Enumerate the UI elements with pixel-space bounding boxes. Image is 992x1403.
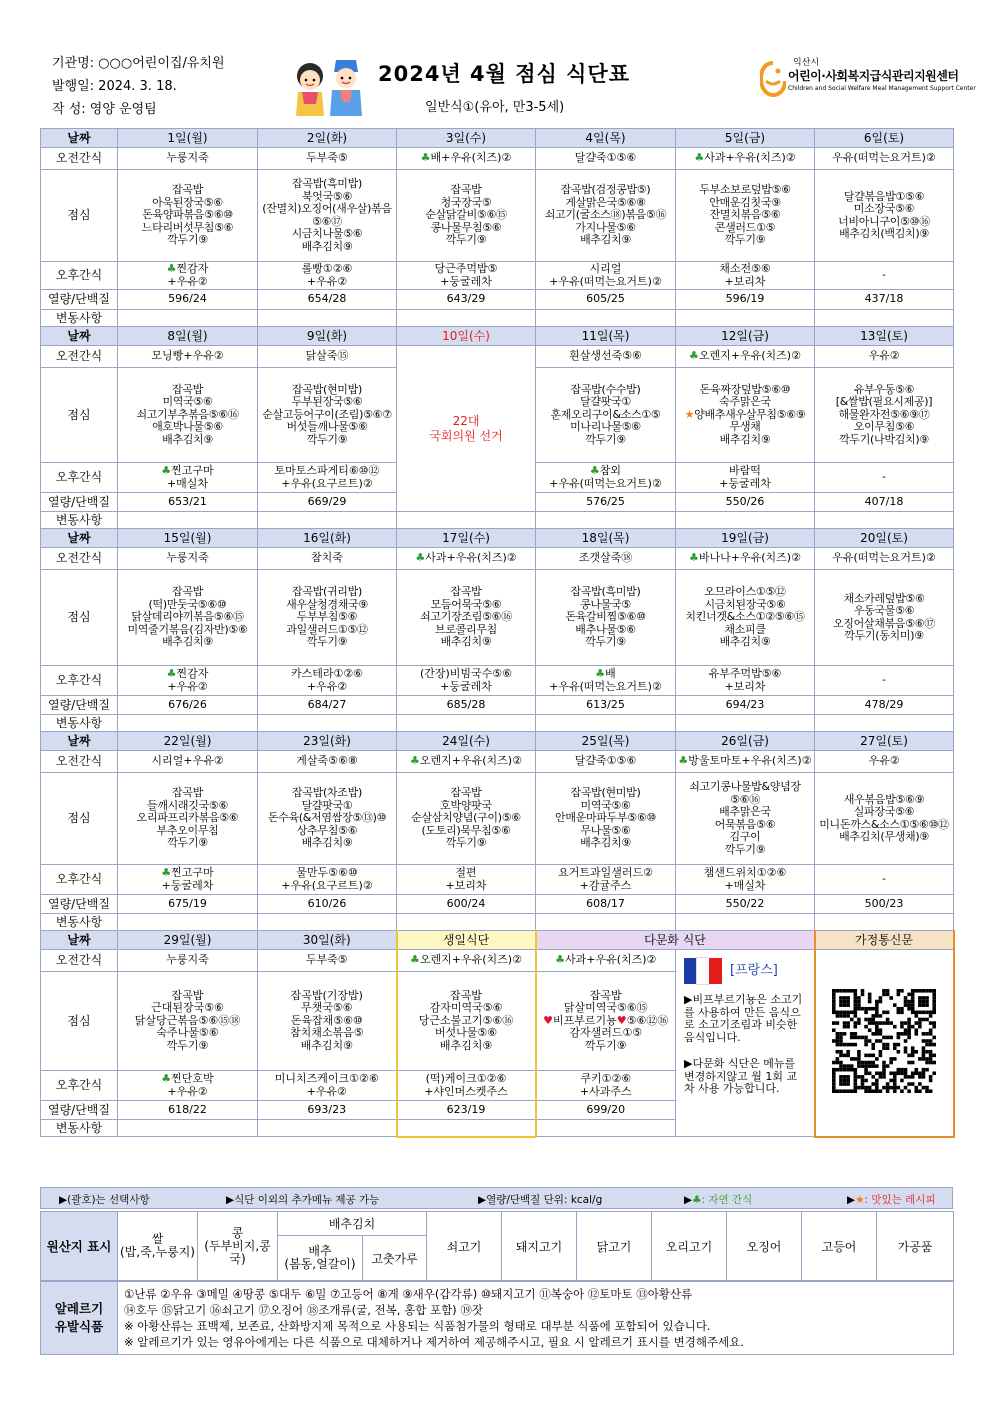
- week5-morning-row: [41, 950, 954, 972]
- calorie-cell: 550/22: [676, 895, 815, 914]
- flag-stripe-blue: [684, 958, 697, 984]
- morning-cell: ♣오렌지+우유(치즈)②: [397, 751, 536, 773]
- morning-cell: 달걀죽①⑤⑥: [536, 148, 676, 170]
- week4-changes-row: [41, 914, 954, 931]
- afternoon-cell: 챔샌드위치①②⑥ +매실차: [676, 865, 815, 895]
- morning-cell: 우유②: [815, 751, 954, 773]
- changes-cell: [258, 310, 397, 327]
- birthday-morning-cell: ♣오렌지+우유(치즈)②: [397, 950, 536, 972]
- lunch-cell: 두부소보로덮밥⑤⑥ 안매운김칫국⑨ 잔멸치볶음⑤⑥ 콘샐러드①⑤ 깍두기⑨: [676, 170, 815, 262]
- calorie-cell: 613/25: [536, 696, 676, 715]
- day-header: 10일(수): [397, 327, 536, 346]
- allergy-table: [40, 1281, 954, 1355]
- allergy-list-1: ①난류 ②우유 ③메밀 ④땅콩 ⑤대두 ⑥밀 ⑦고등어 ⑧게 ⑨새우(갑각류) ⑩돼지고기 ⑪복숭아 ⑫토마토 ⑬아황산류: [124, 1287, 693, 1301]
- afternoon-cell: -: [815, 463, 954, 493]
- allergy-list-2: ⑭호두 ⑮닭고기 ⑯쇠고기 ⑰오징어 ⑱조개류(굴, 전복, 홍합 포함) ⑲잣: [124, 1303, 483, 1317]
- afternoon-cell: -: [815, 666, 954, 696]
- origin-chicken: 닭고기: [577, 1212, 652, 1281]
- week4-calorie-row: [41, 895, 954, 914]
- changes-cell: [815, 914, 954, 931]
- row-label-calorie: 열량/단백질: [41, 1101, 118, 1120]
- changes-cell: [676, 512, 815, 529]
- afternoon-cell: ♣찐감자 +우유②: [118, 262, 258, 290]
- lunch-cell: 잡곡밥(현미밥) 두부된장국⑤⑥ 순살고등어구이(조림)⑤⑥⑦ 버섯들깨나물⑤⑥ 깍두기⑨: [258, 368, 397, 463]
- multicultural-lunch-cell: 잡곡밥 닭살미역국⑤⑥⑮ ♥비프부르기뇽♥⑤⑥⑫⑯ 감자샐러드①⑤ 깍두기⑨: [536, 972, 676, 1071]
- afternoon-cell: 당근주먹밥⑤ +둥굴레차: [397, 262, 536, 290]
- morning-cell: 닭살죽⑮: [258, 346, 397, 368]
- calorie-cell: 653/21: [118, 493, 258, 512]
- origin-squid: 오징어: [727, 1212, 802, 1281]
- changes-cell: [536, 914, 676, 931]
- legend-natural-snack-text: : 자연 간식: [701, 1194, 753, 1206]
- row-label-afternoon: 오후간식: [41, 1071, 118, 1101]
- changes-cell: [536, 310, 676, 327]
- logo-english-name: Children and Social Welfare Meal Management Support Center: [788, 85, 976, 92]
- author-label: 작 성: 영양 운영팀: [52, 102, 157, 117]
- row-label-changes: 변동사항: [41, 310, 118, 327]
- lunch-cell: 잡곡밥(수수밥) 달걀팟국① 훈제오리구이&소스①⑤ 미나리나물⑤⑥ 깍두기⑨: [536, 368, 676, 463]
- row-label-date: 날짜: [41, 732, 118, 751]
- row-label-afternoon: 오후간식: [41, 262, 118, 290]
- legend-natural-snack: [684, 1192, 752, 1207]
- clover-icon: ♣: [161, 1072, 172, 1085]
- changes-cell: [118, 914, 258, 931]
- changes-cell: [258, 1120, 397, 1137]
- clover-icon: ♣: [410, 953, 420, 967]
- changes-cell: [676, 310, 815, 327]
- newsletter-header: 가정통신문: [815, 931, 954, 950]
- morning-cell: ♣방울토마토+우유(치즈)②: [676, 751, 815, 773]
- row-label-morning: 오전간식: [41, 148, 118, 170]
- day-header: 16일(화): [258, 529, 397, 548]
- morning-cell: 참치죽: [258, 548, 397, 570]
- row-label-afternoon: 오후간식: [41, 666, 118, 696]
- menu-table-body: [41, 129, 954, 1137]
- changes-cell: [676, 715, 815, 732]
- lunch-cell: 잡곡밥(현미밥) 미역국⑤⑥ 안매운마파두부⑤⑥⑩ 무나물⑤⑥ 배추김치⑨: [536, 773, 676, 865]
- lunch-cell: 잡곡밥 호박양팟국 순살삼치양념(구이)⑤⑥ (도토리)묵무침⑤⑥ 깍두기⑨: [397, 773, 536, 865]
- changes-cell: [258, 512, 397, 529]
- changes-cell: [258, 715, 397, 732]
- changes-cell: [536, 715, 676, 732]
- lunch-cell: 돈육짜장덮밥⑤⑥⑩ 숙주맑은국 ★양배추새우살무침⑤⑥⑨ 무생채 배추김치⑨: [676, 368, 815, 463]
- clover-icon: ♣: [410, 754, 420, 768]
- row-label-morning: 오전간식: [41, 950, 118, 972]
- afternoon-cell: 유부주먹밥⑤⑥ +보리차: [676, 666, 815, 696]
- clover-icon: ♣: [166, 262, 177, 275]
- star-icon: ★: [855, 1194, 865, 1206]
- heart-icon: ♥: [616, 1013, 627, 1027]
- week2-date-row: [41, 327, 954, 346]
- week4-lunch-row: [41, 773, 954, 865]
- multicultural-calorie-cell: 699/20: [536, 1101, 676, 1120]
- row-label-lunch: 점심: [41, 170, 118, 262]
- row-label-lunch: 점심: [41, 773, 118, 865]
- france-info: [676, 950, 815, 1137]
- day-header: 22일(월): [118, 732, 258, 751]
- row-label-date: 날짜: [41, 129, 118, 148]
- legend-arrow: ▶: [847, 1194, 856, 1206]
- clover-icon: ♣: [595, 667, 606, 680]
- lunch-cell: 잡곡밥 미역국⑤⑥ 쇠고기부추볶음⑤⑥⑯ 애호박나물⑤⑥ 배추김치⑨: [118, 368, 258, 463]
- week1-changes-row: [41, 310, 954, 327]
- lunch-cell: 잡곡밥(검정콩밥⑤) 게살맑은국⑤⑥⑧ 쇠고기(굴소스⑱)볶음⑤⑯ 가지나물⑤⑥ 배추김치⑨: [536, 170, 676, 262]
- origin-bean: 콩 (두부비지,콩국): [198, 1212, 278, 1281]
- afternoon-cell: 미니치즈케이크①②⑥ +우유②: [258, 1071, 397, 1101]
- calorie-cell: 605/25: [536, 290, 676, 310]
- week5-date-row: [41, 931, 954, 950]
- afternoon-cell: ♣찐고구마 +매실차: [118, 463, 258, 493]
- morning-cell: 두부죽⑤: [258, 950, 397, 972]
- page-subtitle: 일반식①(유아, 만3-5세): [425, 100, 565, 115]
- france-label: [프랑스]: [730, 962, 778, 978]
- origin-rice: 쌀 (밥,죽,누룽지): [118, 1212, 198, 1281]
- row-label-afternoon: 오후간식: [41, 463, 118, 493]
- birthday-menu-header: 생일식단: [397, 931, 536, 950]
- week3-lunch-row: [41, 570, 954, 666]
- flag-stripe-red: [709, 958, 722, 984]
- calorie-cell: 693/23: [258, 1101, 397, 1120]
- lunch-cell: 유부우동⑤⑥ [&쌀밥(필요시제공)] 해물완자전⑤⑥⑨⑰ 오이무침⑤⑥ 깍두기(나박김치)⑨: [815, 368, 954, 463]
- origin-processed: 가공품: [877, 1212, 954, 1281]
- lunch-cell: 쇠고기콩나물밥&양념장⑤⑥⑯ 배추맑은국 어묵볶음⑤⑥ 김구이 깍두기⑨: [676, 773, 815, 865]
- week1-morning-row: [41, 148, 954, 170]
- heart-icon: ♥: [543, 1013, 553, 1027]
- changes-cell: [815, 715, 954, 732]
- logo-city: 익산시: [793, 58, 820, 68]
- calorie-cell: 500/23: [815, 895, 954, 914]
- origin-table: [40, 1211, 954, 1281]
- lunch-cell: 잡곡밥 근대된장국⑤⑥ 닭살당근볶음⑤⑥⑮⑱ 숙주나물⑤⑥ 깍두기⑨: [118, 972, 258, 1071]
- morning-cell: 달걀죽①⑤⑥: [536, 751, 676, 773]
- row-label-calorie: 열량/단백질: [41, 290, 118, 310]
- morning-cell: 두부죽⑤: [258, 148, 397, 170]
- day-header: 6일(토): [815, 129, 954, 148]
- france-flag-icon: [684, 958, 722, 984]
- row-label-changes: 변동사항: [41, 914, 118, 931]
- origin-label: 원산지 표시: [41, 1212, 118, 1281]
- calorie-cell: 685/28: [397, 696, 536, 715]
- afternoon-cell: ♣배 +우유(떠먹는요거트)②: [536, 666, 676, 696]
- changes-cell: [397, 1120, 536, 1137]
- logo-name: 어린이·사회복지급식관리지원센터: [788, 69, 959, 83]
- calorie-cell: 550/26: [676, 493, 815, 512]
- morning-cell: 조갯살죽⑱: [536, 548, 676, 570]
- afternoon-cell: ♣참외 +우유(떠먹는요거트)②: [536, 463, 676, 493]
- star-icon: ★: [684, 407, 695, 421]
- calorie-cell: 608/17: [536, 895, 676, 914]
- calorie-cell: 654/28: [258, 290, 397, 310]
- changes-cell: [536, 512, 676, 529]
- birthday-afternoon-cell: (떡)케이크①②⑥ +샤인머스켓주스: [397, 1071, 536, 1101]
- multicultural-note: ▶다문화 식단은 메뉴를 변경하지않고 월 1회 교차 사용 가능합니다.: [684, 1057, 798, 1095]
- afternoon-cell: ♣찐고구마 +둥굴레차: [118, 865, 258, 895]
- calorie-cell: 437/18: [815, 290, 954, 310]
- morning-cell: 우유(떠먹는요거트)②: [815, 548, 954, 570]
- row-label-calorie: 열량/단백질: [41, 895, 118, 914]
- calorie-cell: 676/26: [118, 696, 258, 715]
- calorie-cell: 600/24: [397, 895, 536, 914]
- afternoon-cell: -: [815, 262, 954, 290]
- morning-cell: 우유②: [815, 346, 954, 368]
- lunch-cell: 잡곡밥(차조밥) 달걀팟국① 돈수육(&저염쌈장⑤⑬)⑩ 상추무침⑤⑥ 배추김치⑨: [258, 773, 397, 865]
- day-header: 24일(수): [397, 732, 536, 751]
- day-header: 23일(화): [258, 732, 397, 751]
- day-header: 29일(월): [118, 931, 258, 950]
- day-header: 12일(금): [676, 327, 815, 346]
- week3-date-row: [41, 529, 954, 548]
- day-header: 18일(목): [536, 529, 676, 548]
- day-header: 27일(토): [815, 732, 954, 751]
- origin-chili: 고춧가루: [363, 1236, 427, 1281]
- afternoon-cell: ♣찐감자 +우유②: [118, 666, 258, 696]
- afternoon-cell: 절편 +보리차: [397, 865, 536, 895]
- morning-cell: ♣사과+우유(치즈)②: [397, 548, 536, 570]
- morning-cell: ♣배+우유(치즈)②: [397, 148, 536, 170]
- center-logo: [760, 55, 976, 105]
- flag-stripe-white: [697, 958, 710, 984]
- lunch-cell: 잡곡밥 (떡)만둣국⑤⑥⑩ 닭살데리야끼볶음⑤⑥⑮ 미역줄기볶음(김자반)⑤⑥ 배추김치⑨: [118, 570, 258, 666]
- calorie-cell: 618/22: [118, 1101, 258, 1120]
- clover-icon: ♣: [161, 866, 172, 879]
- week3-afternoon-row: [41, 666, 954, 696]
- lunch-cell: 잡곡밥(기장밥) 무챗국⑤⑥ 돈육잡채⑤⑥⑩ 참치채소볶음⑤ 배추김치⑨: [258, 972, 397, 1071]
- clover-icon: ♣: [166, 667, 177, 680]
- lunch-cell: 잡곡밥(귀리밥) 새우살청경채국⑨ 두부부침⑤⑥ 과일샐러드①⑤⑫ 깍두기⑨: [258, 570, 397, 666]
- center-logo-icon: [760, 61, 786, 97]
- afternoon-cell: 롤빵①②⑥ +우유②: [258, 262, 397, 290]
- clover-icon: ♣: [555, 953, 565, 967]
- row-label-changes: 변동사항: [41, 1120, 118, 1137]
- calorie-cell: 596/24: [118, 290, 258, 310]
- morning-cell: 누룽지죽: [118, 148, 258, 170]
- calorie-cell: 610/26: [258, 895, 397, 914]
- row-label-calorie: 열량/단백질: [41, 493, 118, 512]
- calorie-cell: 694/23: [676, 696, 815, 715]
- allergy-note-1: ※ 아황산류는 표백제, 보존료, 산화방지제 목적으로 사용되는 식품첨가물의 형태로 대부분 식품에 포함되어 있습니다.: [124, 1319, 711, 1333]
- changes-cell: [258, 914, 397, 931]
- holiday-note: 22대 국회의원 선거: [397, 346, 536, 512]
- changes-cell: [397, 512, 536, 529]
- changes-cell: [536, 1120, 676, 1137]
- row-label-changes: 변동사항: [41, 512, 118, 529]
- day-header: 19일(금): [676, 529, 815, 548]
- day-header: 3일(수): [397, 129, 536, 148]
- changes-cell: [397, 310, 536, 327]
- calorie-cell: 596/19: [676, 290, 815, 310]
- row-label-calorie: 열량/단백질: [41, 696, 118, 715]
- week1-date-row: [41, 129, 954, 148]
- row-label-lunch: 점심: [41, 972, 118, 1071]
- afternoon-cell: 토마토스파게티⑥⑩⑫ +우유(요구르트)②: [258, 463, 397, 493]
- row-label-morning: 오전간식: [41, 346, 118, 368]
- legend-recipe: [847, 1192, 936, 1207]
- morning-cell: ♣오렌지+우유(치즈)②: [676, 346, 815, 368]
- row-label-changes: 변동사항: [41, 715, 118, 732]
- calorie-cell: 684/27: [258, 696, 397, 715]
- children-mascot-icon: [288, 54, 368, 118]
- changes-cell: [676, 914, 815, 931]
- legend-extra-menu: ▶식단 이외의 추가메뉴 제공 가능: [226, 1194, 380, 1206]
- multicultural-afternoon-cell: 쿠키①②⑥ +사과주스: [536, 1071, 676, 1101]
- morning-cell: ♣바나나+우유(치즈)②: [676, 548, 815, 570]
- morning-cell: 누룽지죽: [118, 950, 258, 972]
- clover-icon: ♣: [689, 349, 699, 363]
- clover-icon: ♣: [689, 551, 699, 565]
- legend-recipe-text: : 맛있는 레시피: [864, 1194, 936, 1206]
- day-header: 17일(수): [397, 529, 536, 548]
- legend-arrow: ▶: [684, 1194, 693, 1206]
- row-label-date: 날짜: [41, 327, 118, 346]
- allergy-note-2: ※ 알레르기가 있는 영유아에게는 다른 식품으로 대체하거나 제거하여 제공해주시고, 필요 시 알레르기 표시를 변경해주세요.: [124, 1335, 744, 1349]
- legend-bar: [40, 1187, 953, 1209]
- morning-cell: 우유(떠먹는요거트)②: [815, 148, 954, 170]
- multicultural-morning-cell: ♣사과+우유(치즈)②: [536, 950, 676, 972]
- afternoon-cell: 요거트과일샐러드② +감귤주스: [536, 865, 676, 895]
- morning-cell: 모닝빵+우유②: [118, 346, 258, 368]
- legend-optional: ▶(괄호)는 선택사항: [59, 1194, 150, 1206]
- changes-cell: [118, 512, 258, 529]
- changes-cell: [397, 715, 536, 732]
- calorie-cell: 643/29: [397, 290, 536, 310]
- morning-cell: 게살죽⑤⑥⑧: [258, 751, 397, 773]
- lunch-cell: 새우볶음밥⑤⑥⑨ 실파장국⑤⑥ 미니돈까스&소스①⑤⑥⑩⑫ 배추김치(무생채)⑨: [815, 773, 954, 865]
- day-header: 25일(목): [536, 732, 676, 751]
- origin-cabbage: 배추 (봄동,얼갈이): [278, 1236, 363, 1281]
- day-header: 11일(목): [536, 327, 676, 346]
- day-header: 20일(토): [815, 529, 954, 548]
- morning-cell: 흰살생선죽⑤⑥: [536, 346, 676, 368]
- week1-calorie-row: [41, 290, 954, 310]
- morning-cell: ♣사과+우유(치즈)②: [676, 148, 815, 170]
- origin-beef: 쇠고기: [427, 1212, 502, 1281]
- week2-morning-row: [41, 346, 954, 368]
- changes-cell: [118, 715, 258, 732]
- lunch-cell: 오므라이스①⑤⑫ 시금치된장국⑤⑥ 치킨너겟&소스①②⑤⑥⑮ 채소피클 배추김치⑨: [676, 570, 815, 666]
- afternoon-cell: -: [815, 865, 954, 895]
- lunch-cell: 잡곡밥 청국장국⑤ 순살닭갈비⑤⑥⑮ 콩나물무침⑤⑥ 깍두기⑨: [397, 170, 536, 262]
- lunch-cell: 잡곡밥(흑미밥) 콩나물국⑤ 돈육갈비찜⑤⑥⑩ 배추나물⑤⑥ 깍두기⑨: [536, 570, 676, 666]
- morning-cell: 시리얼+우유②: [118, 751, 258, 773]
- morning-cell: 누룽지죽: [118, 548, 258, 570]
- day-header: 13일(토): [815, 327, 954, 346]
- day-header: 26일(금): [676, 732, 815, 751]
- multicultural-menu-header: 다문화 식단: [536, 931, 815, 950]
- afternoon-cell: ♣찐단호박 +우유②: [118, 1071, 258, 1101]
- menu-table: [40, 128, 955, 1138]
- newsletter-qr-cell[interactable]: [815, 950, 954, 1137]
- row-label-date: 날짜: [41, 529, 118, 548]
- week4-date-row: [41, 732, 954, 751]
- clover-icon: ♣: [415, 551, 426, 565]
- allergy-content: [118, 1282, 954, 1355]
- day-header: 9일(화): [258, 327, 397, 346]
- week2-changes-row: [41, 512, 954, 529]
- day-header: 15일(월): [118, 529, 258, 548]
- clover-icon: ♣: [161, 464, 172, 477]
- france-description: ▶비프부르기뇽은 소고기를 사용하여 만든 음식으로 소고기조림과 비슷한 음식입니다.: [684, 993, 803, 1044]
- day-header: 4일(목): [536, 129, 676, 148]
- day-header: 5일(금): [676, 129, 815, 148]
- issue-date: 발행일: 2024. 3. 18.: [52, 79, 177, 94]
- clover-icon: ♣: [678, 754, 689, 768]
- day-header: 8일(월): [118, 327, 258, 346]
- lunch-cell: 잡곡밥 들깨시래깃국⑤⑥ 오리파프리카볶음⑤⑥ 부추오이무침 깍두기⑨: [118, 773, 258, 865]
- week4-afternoon-row: [41, 865, 954, 895]
- changes-cell: [118, 310, 258, 327]
- birthday-lunch-cell: 잡곡밥 감자미역국⑤⑥ 당근소불고기⑤⑥⑯ 버섯나물⑤⑥ 배추김치⑨: [397, 972, 536, 1071]
- lunch-cell: 잡곡밥(흑미밥) 북엇국⑤⑥ (잔멸치)오징어(새우살)볶음⑤⑥⑰ 시금치나물⑤⑥ 배추김치⑨: [258, 170, 397, 262]
- org-label: 기관명: ○○○어린이집/유치원: [52, 56, 225, 71]
- clover-icon: ♣: [420, 151, 431, 165]
- changes-cell: [815, 512, 954, 529]
- week1-afternoon-row: [41, 262, 954, 290]
- day-header: 1일(월): [118, 129, 258, 148]
- calorie-cell: 675/19: [118, 895, 258, 914]
- lunch-cell: 잡곡밥 모듬어묵국⑤⑥ 쇠고기장조림⑤⑥⑯ 브로콜리무침 배추김치⑨: [397, 570, 536, 666]
- calorie-cell: 669/29: [258, 493, 397, 512]
- row-label-morning: 오전간식: [41, 751, 118, 773]
- clover-icon: ♣: [694, 151, 705, 165]
- clover-icon: ♣: [589, 464, 600, 477]
- page-title: 2024년 4월 점심 식단표: [378, 62, 630, 86]
- afternoon-cell: 카스테라①②⑥ +우유②: [258, 666, 397, 696]
- row-label-morning: 오전간식: [41, 548, 118, 570]
- allergy-label: 알레르기 유발식품: [41, 1282, 118, 1355]
- row-label-lunch: 점심: [41, 570, 118, 666]
- clover-icon: ♣: [692, 1194, 702, 1206]
- week3-changes-row: [41, 715, 954, 732]
- qr-code-icon[interactable]: [832, 989, 936, 1093]
- day-header: 30일(화): [258, 931, 397, 950]
- changes-cell: [118, 1120, 258, 1137]
- row-label-lunch: 점심: [41, 368, 118, 463]
- legend-units: ▶열량/단백질 단위: kcal/g: [478, 1194, 603, 1206]
- week3-calorie-row: [41, 696, 954, 715]
- origin-duck: 오리고기: [652, 1212, 727, 1281]
- document-meta: [52, 52, 225, 121]
- birthday-calorie-cell: 623/19: [397, 1101, 536, 1120]
- afternoon-cell: 채소전⑤⑥ +보리차: [676, 262, 815, 290]
- afternoon-cell: 물만두⑤⑥⑩ +우유(요구르트)②: [258, 865, 397, 895]
- week4-morning-row: [41, 751, 954, 773]
- origin-kimchi: 배추김치: [278, 1212, 427, 1236]
- week3-morning-row: [41, 548, 954, 570]
- lunch-cell: 채소카레덮밥⑤⑥ 우동국물⑤⑥ 오징어살채볶음⑤⑥⑰ 깍두기(동치미)⑨: [815, 570, 954, 666]
- calorie-cell: 576/25: [536, 493, 676, 512]
- week1-lunch-row: [41, 170, 954, 262]
- lunch-cell: 달걀볶음밥①⑤⑥ 미소장국⑤⑥ 너비아니구이⑤⑩⑯ 배추김치(백김치)⑨: [815, 170, 954, 262]
- origin-pork: 돼지고기: [502, 1212, 577, 1281]
- origin-mackerel: 고등어: [802, 1212, 877, 1281]
- calorie-cell: 478/29: [815, 696, 954, 715]
- header: [0, 0, 992, 125]
- afternoon-cell: 바람떡 +둥굴레차: [676, 463, 815, 493]
- day-header: 2일(화): [258, 129, 397, 148]
- afternoon-cell: 시리얼 +우유(떠먹는요거트)②: [536, 262, 676, 290]
- afternoon-cell: (간장)비빔국수⑤⑥ +둥굴레차: [397, 666, 536, 696]
- calorie-cell: 407/18: [815, 493, 954, 512]
- lunch-cell: 잡곡밥 아욱된장국⑤⑥ 돈육양파볶음⑤⑥⑩ 느타리버섯무침⑤⑥ 깍두기⑨: [118, 170, 258, 262]
- row-label-date: 날짜: [41, 931, 118, 950]
- changes-cell: [397, 914, 536, 931]
- row-label-afternoon: 오후간식: [41, 865, 118, 895]
- changes-cell: [815, 310, 954, 327]
